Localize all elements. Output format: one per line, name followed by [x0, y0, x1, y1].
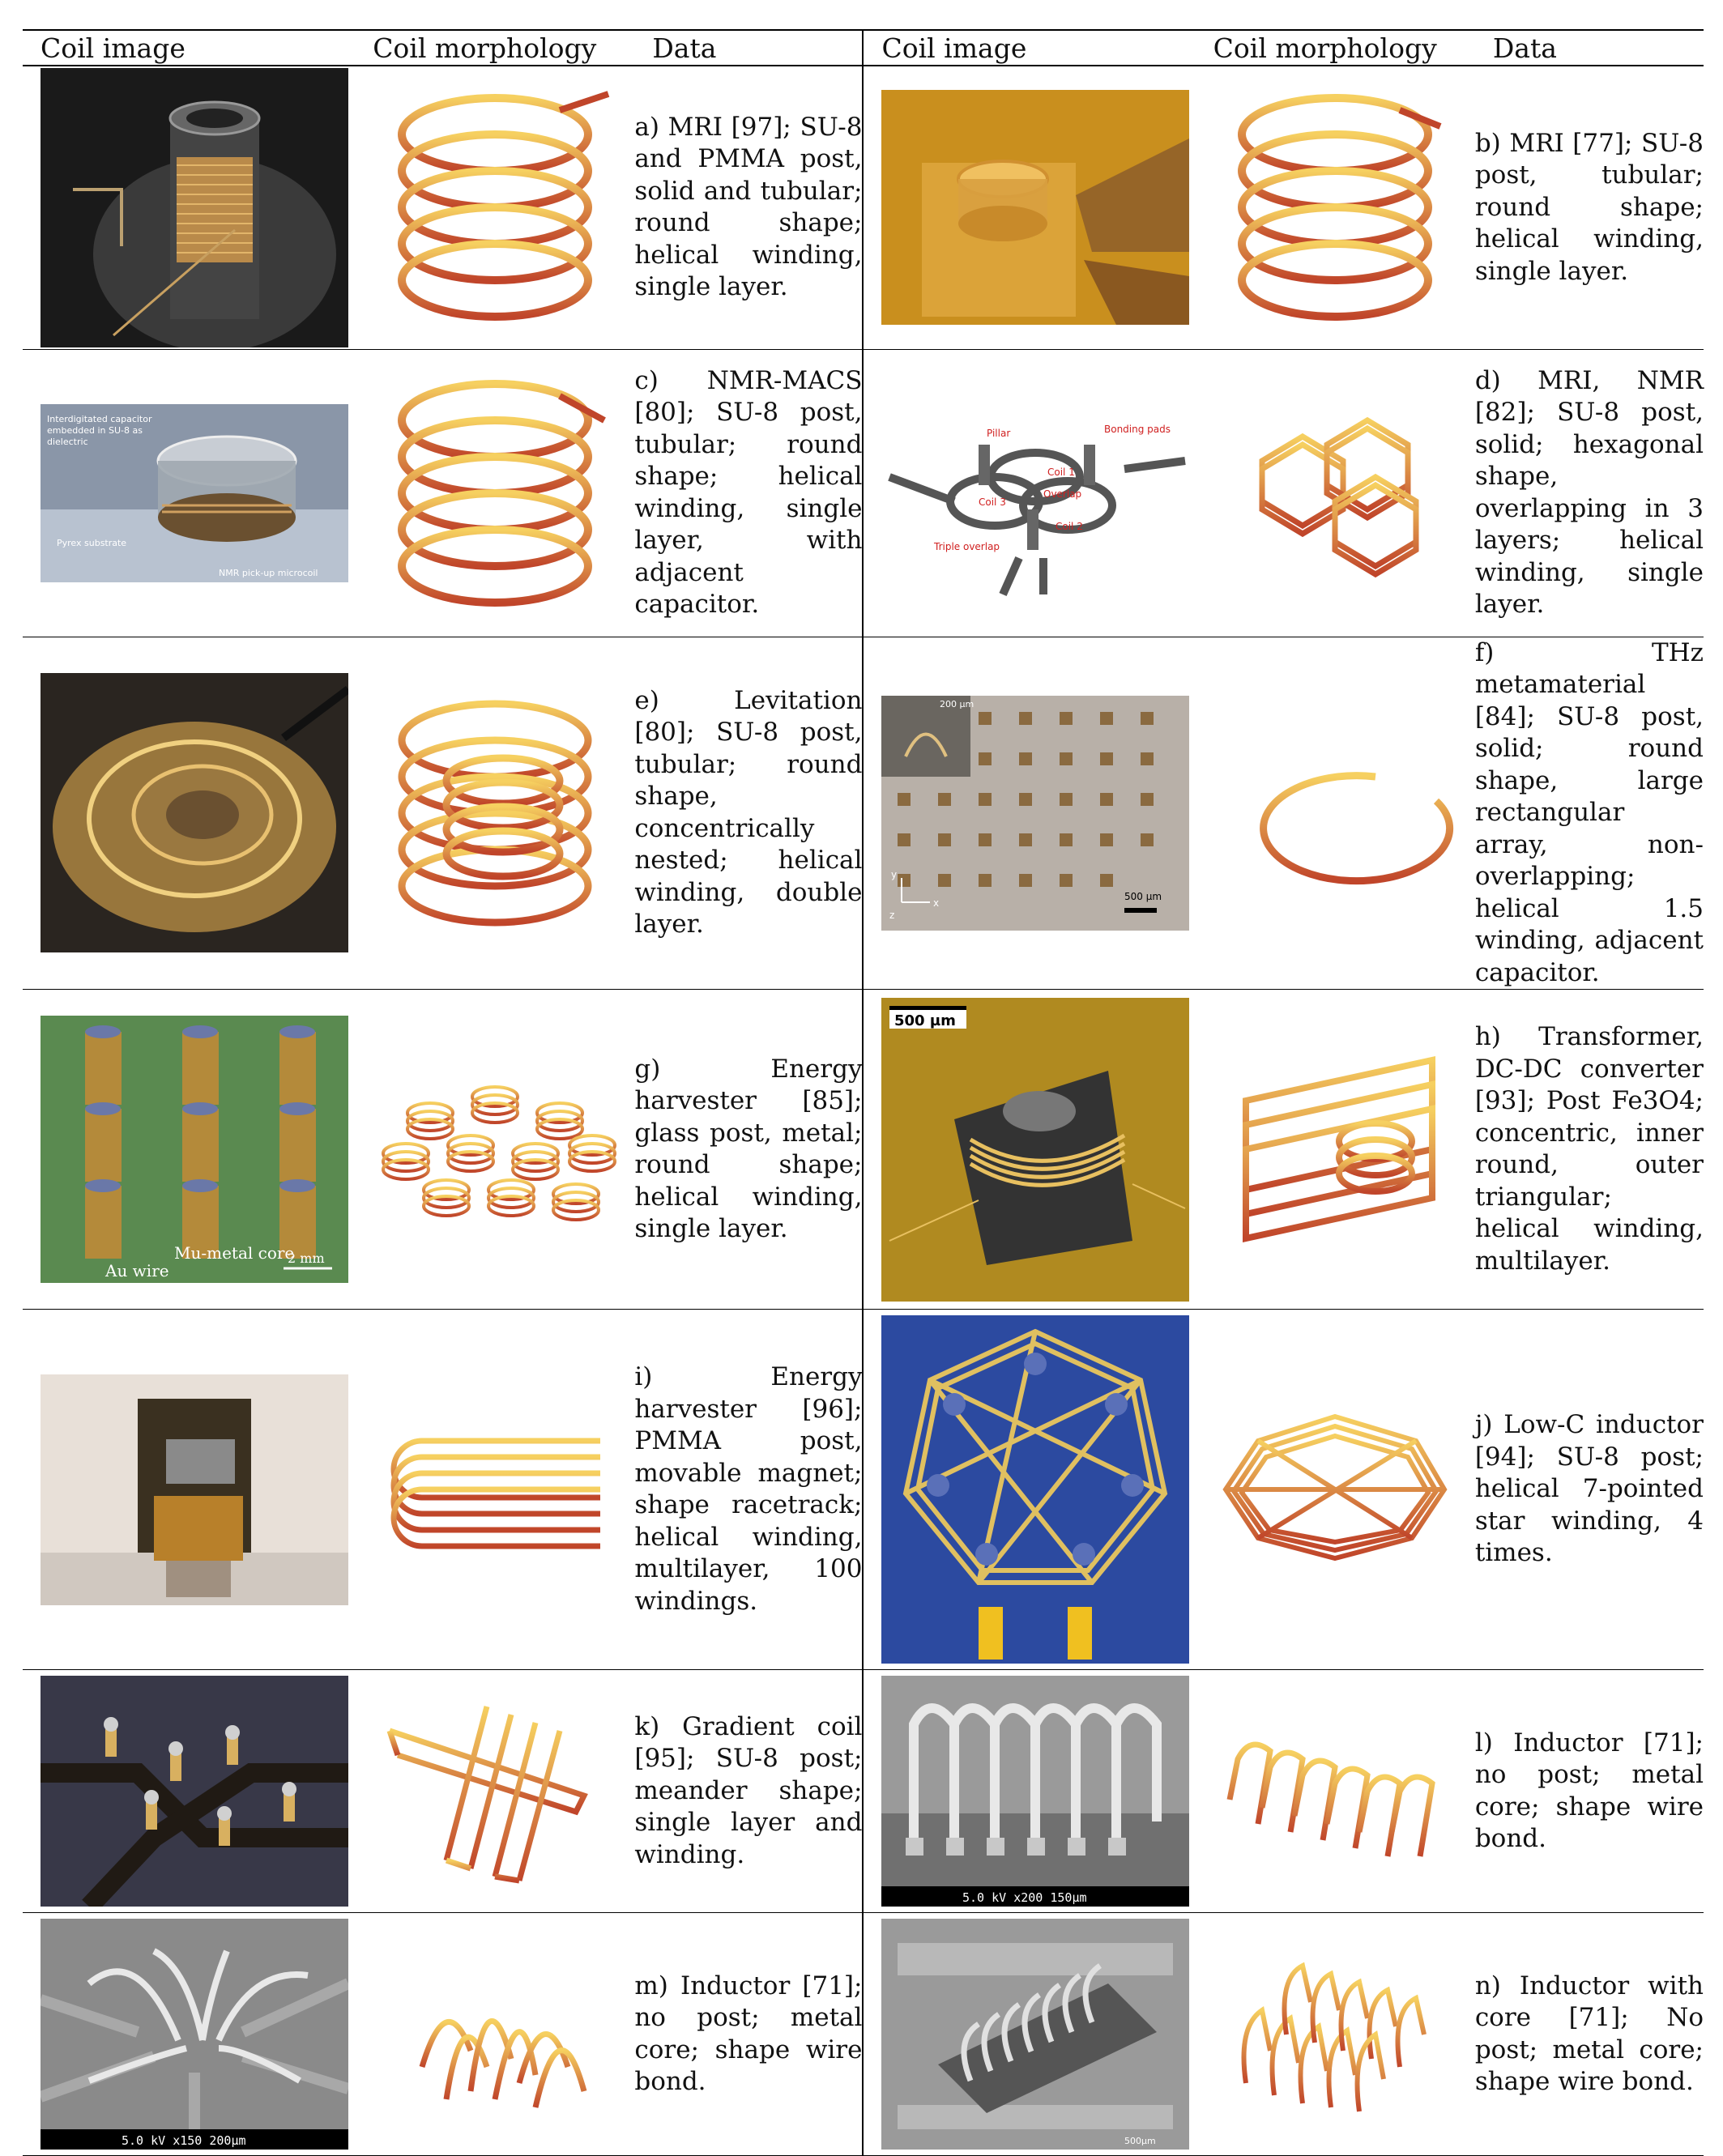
- header-coil-morphology-left: Coil morphology: [355, 30, 634, 66]
- coil-data-b: b) MRI [77]; SU-8 post, tubular; round shape; helical winding, single layer.: [1475, 66, 1704, 349]
- photo-label: Triple overlap: [934, 540, 1000, 552]
- coil-photo-c: [41, 404, 348, 582]
- photo-label: Overlap: [1043, 488, 1082, 500]
- coil-morphology-cell: [355, 637, 634, 990]
- coil-photo-cell: [863, 1310, 1195, 1670]
- coil-morphology-cell: [1196, 1310, 1475, 1670]
- photo-label: Mu-metal core: [174, 1243, 295, 1263]
- coil-photo-cell: [23, 349, 355, 637]
- coil-data-l: l) Inductor [71]; no post; metal core; shape wire bond.: [1475, 1670, 1704, 1913]
- scale-bar-label: 500µm: [1124, 2136, 1157, 2146]
- photo-label: Pyrex substrate: [57, 537, 127, 548]
- axis-label: z: [889, 909, 895, 921]
- coil-photo-f: [881, 696, 1189, 931]
- coil-data-e: e) Levitation [80]; SU-8 post, tubular; round shape, concentrically nested; helical winding, double layer.: [634, 637, 863, 990]
- nested-helical-coil-icon: [373, 684, 616, 943]
- header-coil-image-right: Coil image: [863, 30, 1195, 66]
- photo-label: Pillar: [987, 427, 1011, 439]
- coil-photo-e: [41, 673, 348, 952]
- wire-bond-coil-icon: [1213, 1719, 1456, 1864]
- table-row: [23, 66, 1704, 349]
- wire-bond-core-coil-icon: [1213, 1945, 1456, 2124]
- coil-morphology-cell: [355, 1913, 634, 2156]
- header-data-left: Data: [634, 30, 863, 66]
- coil-photo-j: [881, 1315, 1189, 1664]
- coil-morphology-cell: [355, 349, 634, 637]
- coil-photo-cell: [863, 637, 1195, 990]
- transformer-coil-icon: [1213, 1028, 1456, 1271]
- sem-info-label: 5.0 kV x150 200µm: [122, 2133, 246, 2148]
- coil-data-c: c) NMR-MACS [80]; SU-8 post, tubular; round shape; helical winding, single layer, with adjacent capacitor.: [634, 349, 863, 637]
- coil-photo-a: [41, 68, 348, 347]
- photo-label: embedded in SU-8 as: [47, 424, 143, 436]
- coil-morphology-cell: [1196, 990, 1475, 1310]
- coil-photo-cell: [863, 349, 1195, 637]
- coil-morphology-cell: [1196, 349, 1475, 637]
- coil-photo-g: [41, 1016, 348, 1283]
- coil-photo-cell: [23, 1670, 355, 1913]
- scale-bar-label: 2 mm: [288, 1251, 325, 1266]
- axis-label: x: [933, 897, 940, 909]
- coil-photo-l: [881, 1676, 1189, 1907]
- table-row: [23, 1913, 1704, 2156]
- coil-table-page: [23, 29, 1704, 2156]
- coil-photo-k: [41, 1676, 348, 1907]
- coil-morphology-cell: [355, 1310, 634, 1670]
- coil-photo-cell: [23, 990, 355, 1310]
- coil-data-a: a) MRI [97]; SU-8 and PMMA post, solid and tubular; round shape; helical winding, single layer.: [634, 66, 863, 349]
- axis-label: y: [891, 868, 898, 880]
- coil-morphology-cell: [1196, 1670, 1475, 1913]
- header-coil-image-left: Coil image: [23, 30, 355, 66]
- photo-label: Au wire: [105, 1261, 169, 1280]
- scale-bar-label: 500 µm: [1124, 890, 1162, 902]
- coil-photo-cell: [23, 637, 355, 990]
- meander-coil-icon: [373, 1698, 616, 1885]
- coil-morphology-cell: [1196, 1913, 1475, 2156]
- coil-photo-b: [881, 90, 1189, 325]
- coil-photo-cell: [863, 1913, 1195, 2156]
- table-row: [23, 1670, 1704, 1913]
- coil-photo-n: [881, 1919, 1189, 2150]
- ring-coil-icon: [1213, 732, 1456, 894]
- photo-label: Coil 1: [1047, 466, 1076, 478]
- photo-label: Interdigitated capacitor: [47, 413, 152, 424]
- photo-label: Coil 3: [979, 496, 1007, 508]
- star-coil-icon: [1213, 1400, 1456, 1579]
- coil-array-icon: [373, 1068, 616, 1230]
- helical-coil-icon: [373, 364, 616, 623]
- coil-data-g: g) Energy harvester [85]; glass post, metal; round shape; helical winding, single layer.: [634, 990, 863, 1310]
- photo-label: dielectric: [47, 436, 88, 447]
- coil-morphology-cell: [355, 66, 634, 349]
- coil-morphology-cell: [1196, 66, 1475, 349]
- scale-bar-label: 200 µm: [940, 698, 975, 709]
- photo-label: Bonding pads: [1104, 423, 1171, 435]
- table-row: [23, 1310, 1704, 1670]
- coil-data-j: j) Low-C inductor [94]; SU-8 post; helical 7-pointed star winding, 4 times.: [1475, 1310, 1704, 1670]
- header-data-right: Data: [1475, 30, 1704, 66]
- coil-data-i: i) Energy harvester [96]; PMMA post, movable magnet; shape racetrack; helical winding, multilayer, 100 windings.: [634, 1310, 863, 1670]
- racetrack-coil-icon: [373, 1425, 616, 1554]
- coil-data-n: n) Inductor with core [71]; No post; metal core; shape wire bond.: [1475, 1913, 1704, 2156]
- coil-morphology-cell: [355, 1670, 634, 1913]
- table-row: [23, 990, 1704, 1310]
- coil-photo-i: [41, 1374, 348, 1605]
- coil-photo-m: [41, 1919, 348, 2150]
- coil-morphology-cell: [1196, 637, 1475, 990]
- coil-photo-cell: [863, 66, 1195, 349]
- sem-info-label: 5.0 kV x200 150µm: [962, 1890, 1087, 1905]
- coil-data-m: m) Inductor [71]; no post; metal core; shape wire bond.: [634, 1913, 863, 2156]
- coil-data-d: d) MRI, NMR [82]; SU-8 post, solid; hexagonal shape, overlapping in 3 layers; helical winding, single layer.: [1475, 349, 1704, 637]
- table-row: [23, 349, 1704, 637]
- scale-bar-label: 500 µm: [894, 1012, 957, 1029]
- coil-morphology-cell: [355, 990, 634, 1310]
- helical-coil-icon: [1213, 78, 1456, 337]
- coil-photo-cell: [863, 1670, 1195, 1913]
- coil-photo-h: [881, 998, 1189, 1302]
- header-coil-morphology-right: Coil morphology: [1196, 30, 1475, 66]
- wire-bond-coil-icon: [373, 1954, 616, 2116]
- coil-comparison-table: [23, 29, 1704, 2156]
- coil-photo-cell: [23, 1310, 355, 1670]
- coil-data-f: f) THz metamaterial [84]; SU-8 post, solid; round shape, large rectangular array, non-overlapping; helical 1.5 winding, adjacent capacitor.: [1475, 637, 1704, 990]
- coil-photo-cell: [23, 1913, 355, 2156]
- coil-photo-d: [881, 388, 1189, 599]
- helical-coil-icon: [373, 78, 616, 337]
- coil-photo-cell: [23, 66, 355, 349]
- coil-data-k: k) Gradient coil [95]; SU-8 post; meander shape; single layer and winding.: [634, 1670, 863, 1913]
- hexagonal-coil-icon: [1213, 396, 1456, 590]
- table-header-row: [23, 30, 1704, 66]
- coil-data-h: h) Transformer, DC-DC converter [93]; Post Fe3O4; concentric, inner round, outer triangular; helical winding, multilayer.: [1475, 990, 1704, 1310]
- coil-photo-cell: [863, 990, 1195, 1310]
- photo-label: Coil 2: [1056, 520, 1084, 532]
- table-row: [23, 637, 1704, 990]
- photo-label: NMR pick-up microcoil: [219, 567, 318, 578]
